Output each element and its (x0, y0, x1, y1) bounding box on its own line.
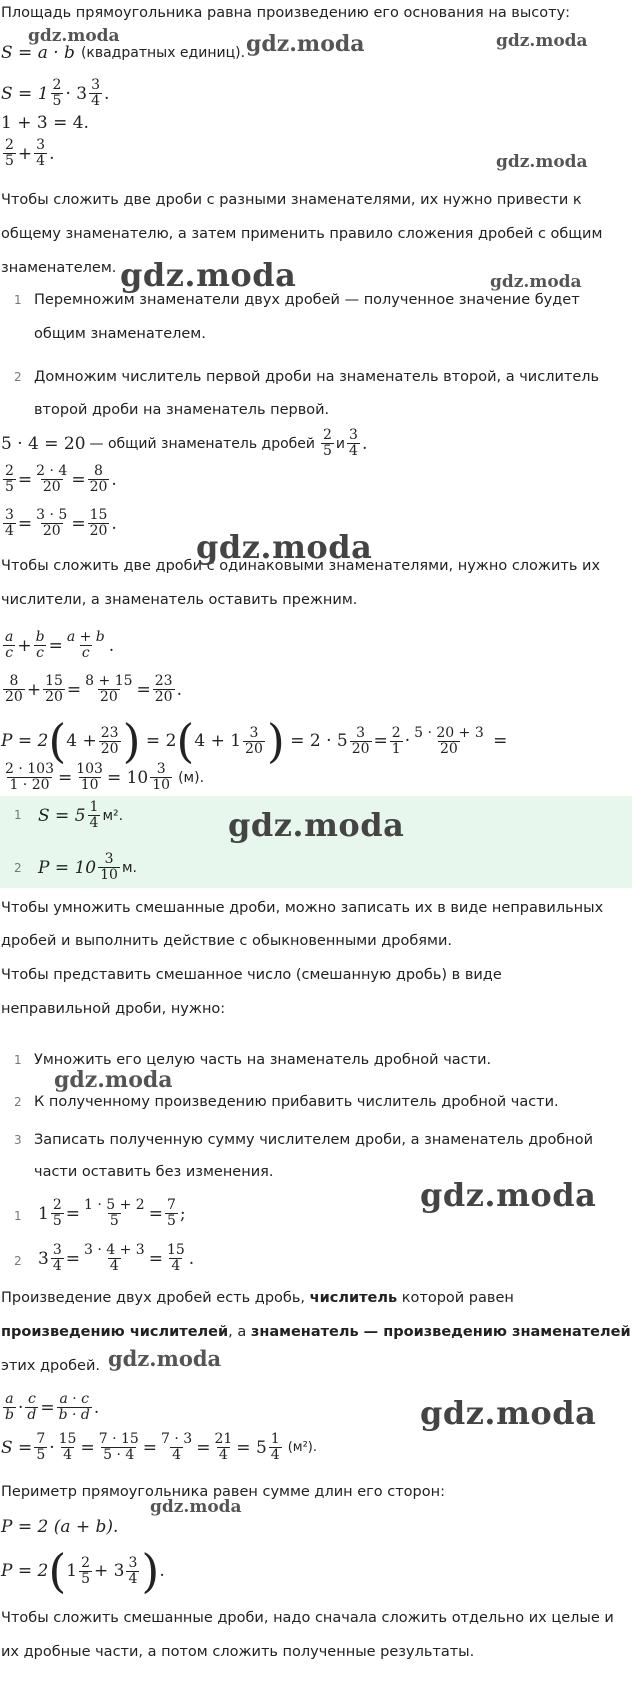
list-item: Домножим числитель первой дроби на знаменатель второй, а числитель (34, 369, 600, 385)
conversion-2: 3 3 4 = 3 · 4 + 3 4 = 15 4 . (38, 1242, 195, 1274)
list-item: второй дроби на знаменатель первой. (34, 402, 330, 418)
watermark: gdz.moda (28, 26, 120, 46)
formula: S = 1 (1, 83, 49, 104)
watermark: gdz.moda (196, 528, 373, 566)
text-line: Чтобы сложить смешанные дроби, надо сначала сложить отдельно их целые и (1, 1610, 614, 1626)
fraction: 3 4 (91, 77, 100, 109)
text-line: неправильной дроби, нужно: (1, 1001, 226, 1017)
text-line: Чтобы сложить две дроби с одинаковыми знаменателями, нужно сложить их (1, 558, 601, 574)
formula: S = a · b (1, 43, 75, 63)
answer-perimeter: P = 10 3 10 м. (38, 851, 137, 883)
common-denominator: 5 · 4 = 20 — общий знаменатель дробей 2 5 и 3 4 . (1, 427, 368, 459)
equation-1: 2 5 = 2 · 4 20 = 8 20 . (5, 463, 117, 495)
watermark: gdz.moda (246, 31, 365, 57)
list-item: общим знаменателем. (34, 326, 206, 342)
rule-formula: a c + b c = a + b c . (5, 629, 115, 661)
formula-sum: 1 + 3 = 4. (1, 113, 89, 133)
watermark: gdz.moda (228, 806, 405, 844)
formula: · 3 (65, 83, 88, 104)
text-line: знаменателем. (1, 260, 117, 276)
text: (квадратных единиц). (80, 45, 246, 61)
list-number: 1 (14, 808, 22, 822)
text-line: их дробные части, а потом сложить полученные результаты. (1, 1644, 475, 1660)
formula-s: S = 1 2 5 · 3 3 4 . (1, 77, 110, 109)
watermark: gdz.moda (120, 256, 297, 294)
mult-rule: a b · c d = a · c b · d . (5, 1391, 100, 1423)
watermark: gdz.moda (150, 1497, 242, 1517)
text-line: Чтобы умножить смешанные дроби, можно записать их в виде неправильных (1, 900, 604, 916)
text-line: Периметр прямоугольника равен сумме длин его сторон: (1, 1484, 445, 1500)
list-number: 1 (14, 1209, 22, 1223)
watermark: gdz.moda (420, 1176, 597, 1214)
watermark: gdz.moda (496, 152, 588, 172)
list-number: 3 (14, 1133, 22, 1147)
equation-2: 3 4 = 3 · 5 20 = 15 20 . (5, 507, 117, 539)
list-number: 2 (14, 861, 22, 875)
list-number: 1 (14, 1053, 22, 1067)
perimeter-calc: P = 2 ( 4 + 23 20 ) = 2 ( 4 + 1 3 20 ) = 2 · 5 3 20 = 2 1 · 5 · 20 + 3 20 = (1, 714, 508, 768)
text-line: числители, а знаменатель оставить прежним. (1, 592, 358, 608)
sum-formula: 8 20 + 15 20 = 8 + 15 20 = 23 20 . (5, 673, 182, 705)
text-line: произведению числителей, а знаменатель — произведению знаменателей (1, 1324, 631, 1340)
list-item: К полученному произведению прибавить числитель дробной части. (34, 1094, 559, 1110)
watermark: gdz.moda (108, 1346, 222, 1371)
text-line: Чтобы сложить две дроби с разными знаменателями, их нужно привести к (1, 192, 582, 208)
conversion-1: 1 2 5 = 1 · 5 + 2 5 = 7 5 ; (38, 1197, 186, 1229)
text-line: общему знаменателю, а затем применить правило сложения дробей с общим (1, 226, 603, 242)
answer-area: S = 5 1 4 м². (38, 799, 124, 831)
list-item: Перемножим знаменатели двух дробей — полученное значение будет (34, 292, 580, 308)
perimeter-sub: P = 2 ( 1 2 5 + 3 3 4 ) . (1, 1544, 165, 1598)
text-line: этих дробей. (1, 1358, 101, 1374)
perimeter-calc-2: 2 · 103 1 · 20 = 103 10 = 10 3 10 (м). (5, 761, 205, 793)
list-number: 1 (14, 293, 22, 307)
list-item: части оставить без изменения. (34, 1164, 274, 1180)
watermark: gdz.moda (54, 1067, 173, 1093)
watermark: gdz.moda (490, 272, 582, 292)
text-line: дробей и выполнить действие с обыкновенными дробями. (1, 933, 452, 949)
list-number: 2 (14, 1095, 22, 1109)
list-item: Умножить его целую часть на знаменатель дробной части. (34, 1052, 492, 1068)
watermark: gdz.moda (420, 1394, 597, 1432)
area-calc: S = 7 5 · 15 4 = 7 · 15 5 · 4 = 7 · 3 4 = 21 4 = 5 1 4 (м²). (1, 1431, 317, 1463)
list-item: Записать полученную сумму числителем дроби, а знаменатель дробной (34, 1132, 594, 1148)
text-line: Произведение двух дробей есть дробь, числитель которой равен (1, 1290, 514, 1306)
text-line: Площадь прямоугольника равна произведению его основания на высоту: (1, 5, 571, 21)
list-number: 2 (14, 370, 22, 384)
text-line: Чтобы представить смешанное число (смешанную дробь) в виде (1, 967, 502, 983)
watermark: gdz.moda (496, 31, 588, 51)
formula-frac-sum: 2 5 + 3 4 . (5, 137, 55, 169)
fraction: 2 5 (52, 77, 62, 109)
perimeter-formula: P = 2 (a + b). (1, 1517, 119, 1537)
list-number: 2 (14, 1254, 22, 1268)
